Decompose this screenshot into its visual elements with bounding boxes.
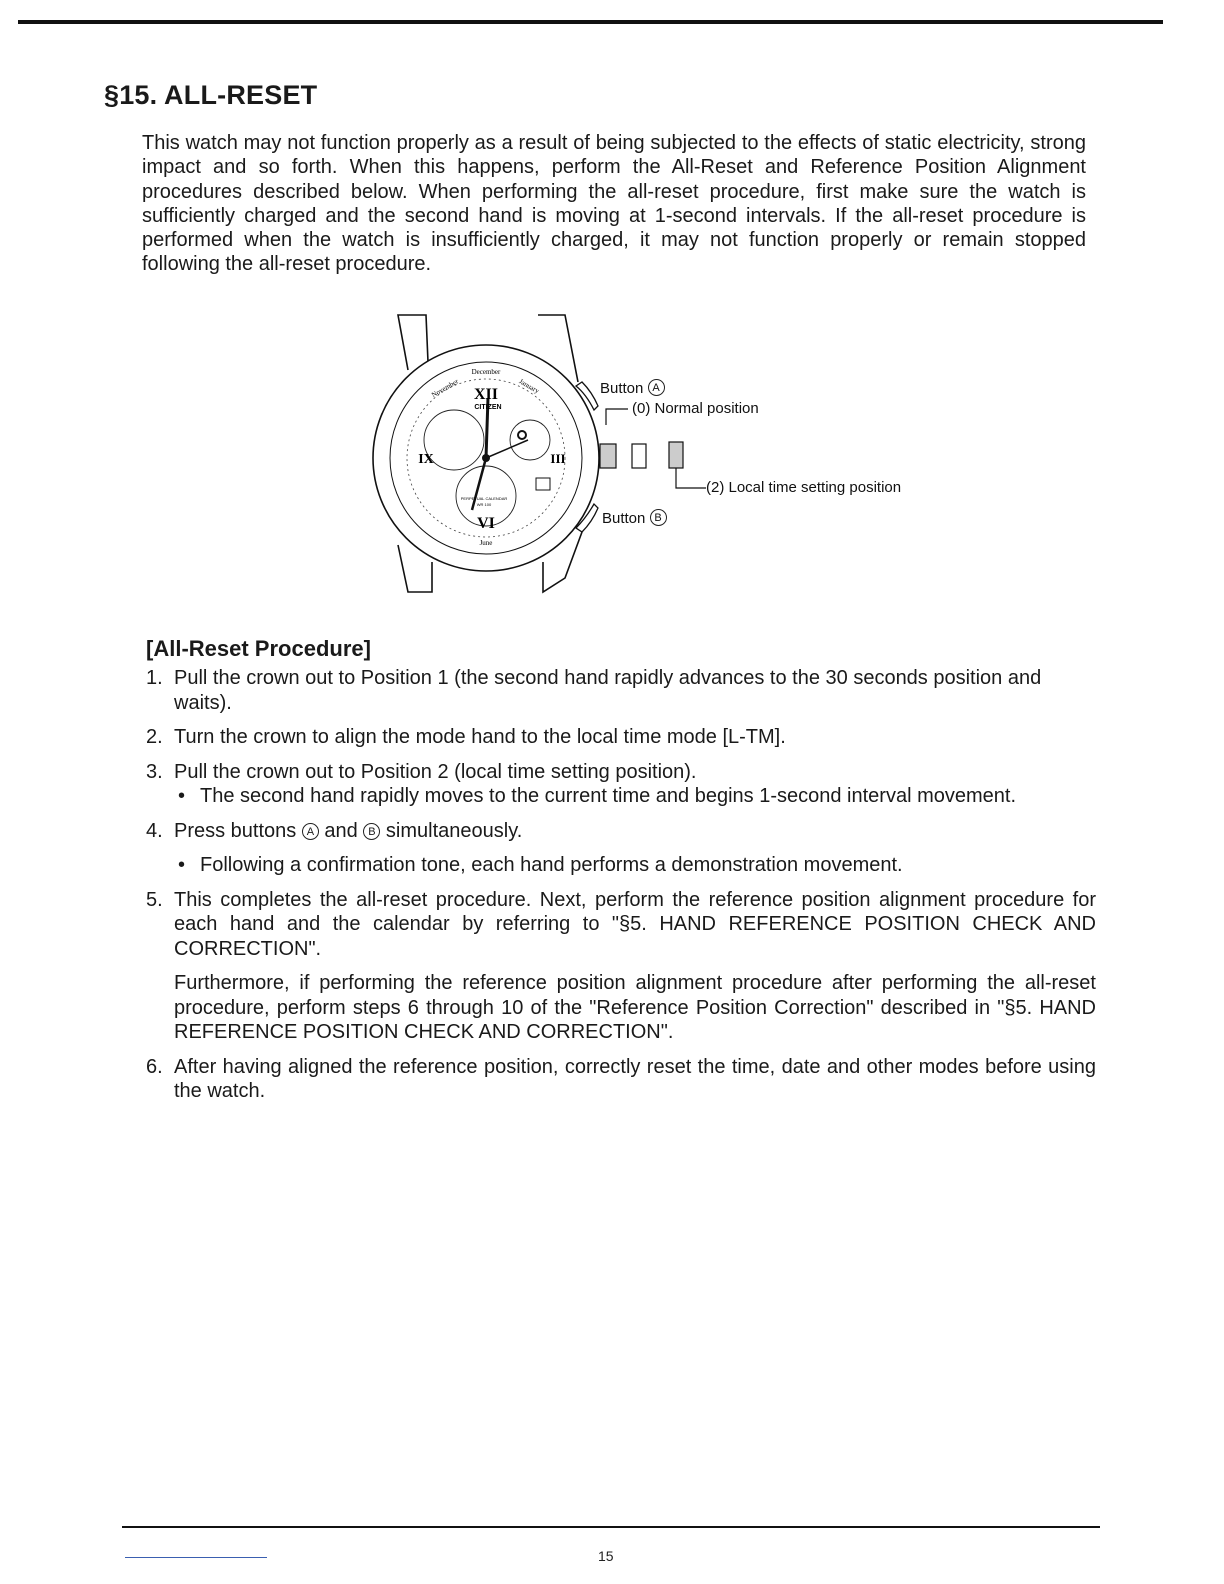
crown-position-0 [600, 444, 616, 468]
dial-wr: WR 100 [476, 502, 492, 507]
step-4 [146, 819, 1096, 878]
button-b-symbol: B [363, 823, 380, 840]
leader-normal-position [606, 409, 628, 425]
dial-numeral-12: XII [473, 386, 499, 403]
step-text: Press buttons A and B simultaneously. [174, 819, 523, 842]
button-a-symbol: A [302, 823, 319, 840]
dial-numeral-9: IX [418, 452, 434, 467]
step-text: Pull the crown out to Position 2 (local time setting position). [174, 760, 697, 783]
step-bullet: • Following a confirmation tone, each hand performs a demonstration movement. [174, 853, 1096, 878]
step-1 [146, 666, 1096, 715]
crown-position-2 [669, 442, 683, 468]
bottom-rule [122, 1526, 1100, 1528]
dial-perpetual: PERPETUAL CALENDAR [460, 496, 508, 501]
leader-local-time-position [676, 468, 706, 488]
step-bullet: • The second hand rapidly moves to the current time and begins 1-second interval movement. [174, 784, 1096, 809]
button-a-label: Button A [600, 379, 665, 397]
button-a-letter: A [648, 379, 665, 396]
step-2 [146, 725, 1096, 750]
step-text: Pull the crown out to Position 1 (the second hand rapidly advances to the 30 seconds position and waits). [174, 667, 1042, 714]
dial-numeral-3: III [550, 451, 566, 466]
step-text: Turn the crown to align the mode hand to the local time mode [L-TM]. [174, 726, 786, 748]
step-number: 4. [146, 819, 163, 842]
lug-top-left [398, 315, 428, 370]
step-number: 2. [146, 726, 163, 748]
step-number: 5. [146, 888, 163, 911]
dial-month-bottom: June [479, 539, 493, 547]
step-number: 6. [146, 1055, 163, 1078]
step-text: After having aligned the reference position, correctly reset the time, date and other modes before using the watch. [174, 1055, 1096, 1102]
top-rule [18, 20, 1163, 24]
watch-diagram [360, 300, 960, 610]
crown-position-1 [632, 444, 646, 468]
procedure-steps [146, 666, 1096, 1104]
dial-numeral-6: VI [477, 515, 495, 532]
button-b-label: Button B [602, 509, 667, 527]
step-number: 3. [146, 760, 163, 783]
dial-month-top: December [471, 368, 501, 376]
step-6 [146, 1055, 1096, 1104]
button-b-letter: B [650, 509, 667, 526]
center-pin [482, 454, 490, 462]
intro-paragraph: This watch may not function properly as a result of being subjected to the effects of static electricity, strong impact and so forth. When this happens, perform the All-Reset and Reference Position Alignment procedures described below. When performing the all-reset procedure, first make sure the watch is sufficiently charged and the second hand is moving at 1-second intervals. If the all-reset procedure is performed when the watch is insufficiently charged, it may not function properly or remain stopped following the all-reset procedure. [142, 132, 1086, 276]
dial-month-left: November [430, 377, 460, 400]
section-title: §15. ALL-RESET [104, 80, 318, 110]
watch-illustration [360, 300, 960, 610]
dial-brand: CITIZEN [474, 404, 502, 411]
step-3 [146, 760, 1096, 809]
dial-month-right: January [517, 377, 541, 396]
step-text: This completes the all-reset procedure. Next, perform the reference position alignment procedure for each hand and the calendar by referring to "§5. HAND REFERENCE POSITION CHECK AND CORRECTION". [174, 888, 1096, 960]
step-5 [146, 888, 1096, 1045]
page-number: 15 [598, 1548, 614, 1564]
local-time-position-label: (2) Local time setting position [706, 479, 902, 496]
footer-accent-rule [125, 1557, 267, 1558]
step-note: Furthermore, if performing the reference position alignment procedure after performing the all-reset procedure, perform steps 6 through 10 of the "Reference Position Correction" described in "§5. HAND REFERENCE POSITION CHECK AND CORRECTION". [174, 972, 1096, 1043]
step-number: 1. [146, 667, 163, 689]
procedure-title: [All-Reset Procedure] [146, 636, 371, 661]
normal-position-label: (0) Normal position [632, 400, 759, 417]
